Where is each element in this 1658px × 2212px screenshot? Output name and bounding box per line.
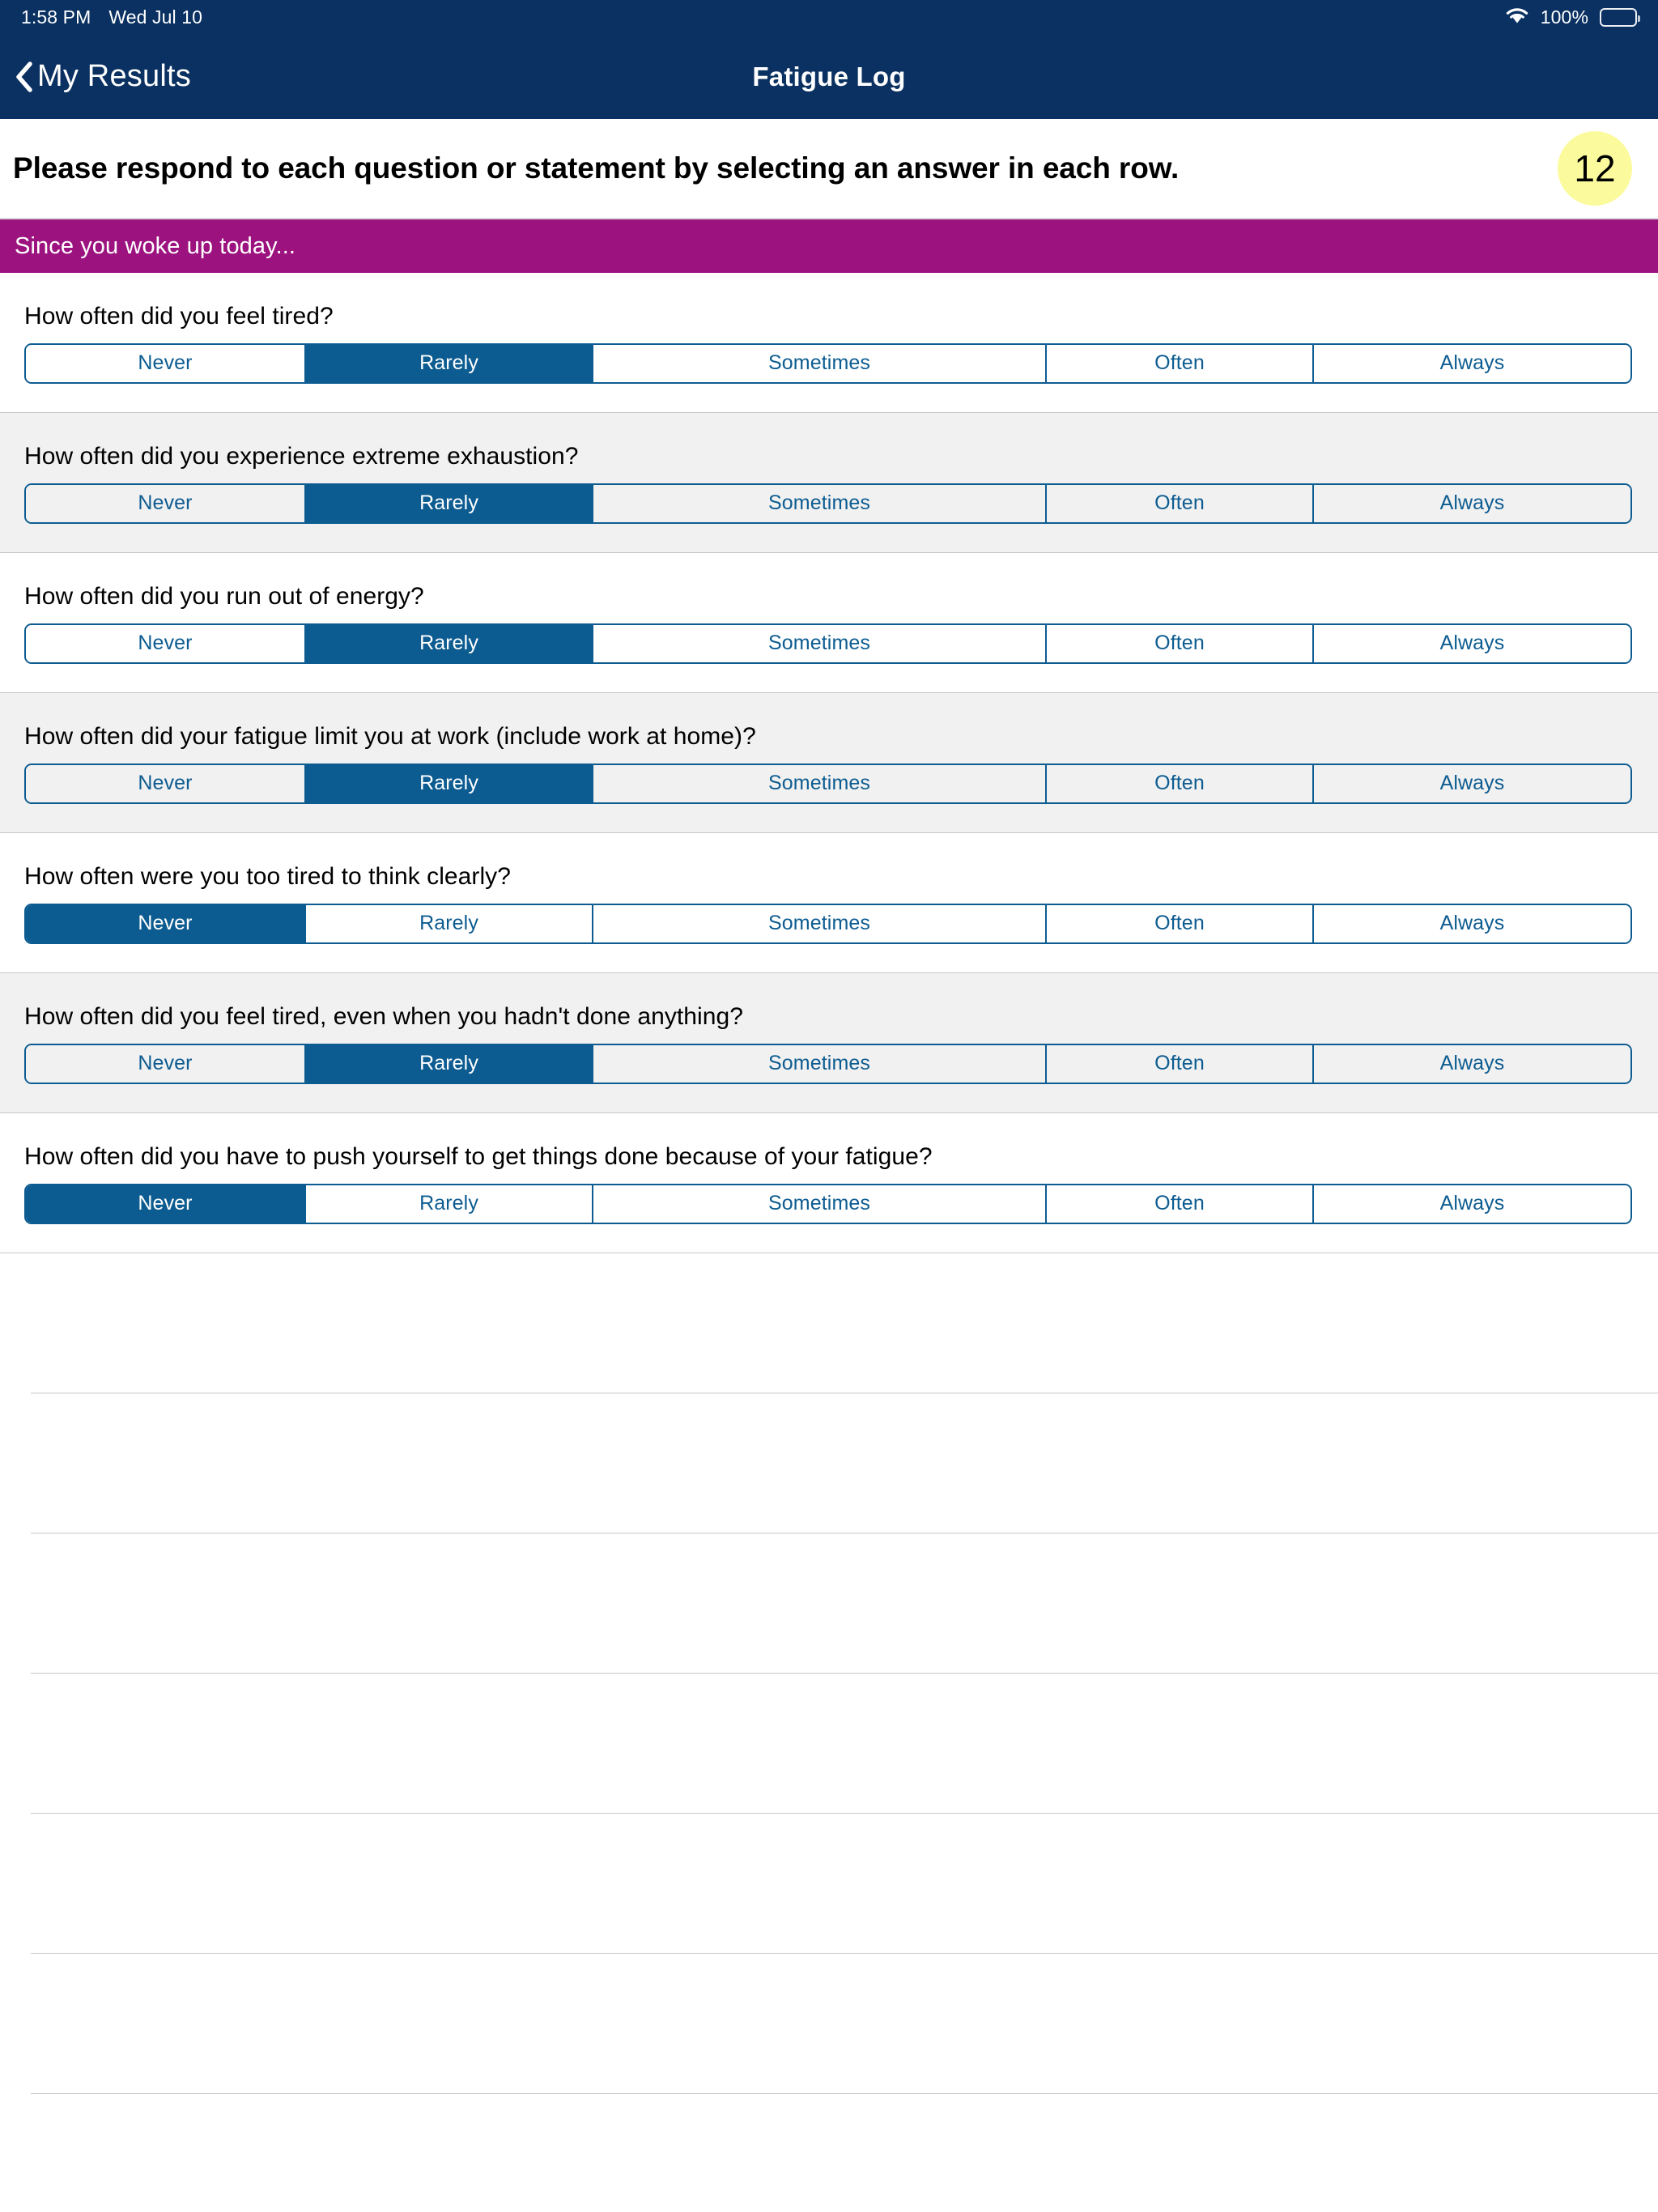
question-list (0, 273, 1658, 2094)
answer-option-rarely[interactable]: Rarely (306, 1045, 593, 1083)
question-text: How often did you feel tired, even when you hadn't done anything? (24, 1002, 743, 1030)
answer-option-sometimes[interactable]: Sometimes (593, 345, 1047, 382)
answer-option-rarely[interactable]: Rarely (306, 485, 593, 522)
answer-option-never[interactable]: Never (26, 1185, 306, 1223)
question-count-badge: 12 (1558, 131, 1632, 206)
answer-option-sometimes[interactable]: Sometimes (593, 485, 1047, 522)
answer-option-rarely[interactable]: Rarely (306, 625, 593, 662)
answer-option-never[interactable]: Never (26, 1045, 306, 1083)
answer-option-always[interactable]: Always (1314, 765, 1630, 802)
answer-segmented-control (24, 343, 1632, 384)
answer-option-always[interactable]: Always (1314, 485, 1630, 522)
answer-segmented-control (24, 904, 1632, 944)
empty-list-row (0, 1534, 1658, 1674)
question-text: How often did you run out of energy? (24, 582, 424, 610)
answer-segmented-control (24, 1184, 1632, 1224)
answer-option-sometimes[interactable]: Sometimes (593, 765, 1047, 802)
question-text: How often did you experience extreme exhaustion? (24, 442, 579, 470)
answer-segmented-control (24, 483, 1632, 524)
answer-option-rarely[interactable]: Rarely (306, 905, 593, 942)
empty-list-row (0, 1393, 1658, 1534)
status-bar-left (21, 6, 202, 28)
answer-option-often[interactable]: Often (1047, 765, 1314, 802)
status-bar (0, 0, 1658, 34)
question-text: How often did you have to push yourself to get things done because of your fatigue? (24, 1142, 933, 1170)
answer-option-always[interactable]: Always (1314, 345, 1630, 382)
answer-option-often[interactable]: Often (1047, 485, 1314, 522)
question-text: How often did your fatigue limit you at work (include work at home)? (24, 722, 756, 750)
answer-segmented-control (24, 623, 1632, 664)
answer-option-sometimes[interactable]: Sometimes (593, 905, 1047, 942)
answer-segmented-control (24, 764, 1632, 804)
empty-list-row (0, 1674, 1658, 1814)
answer-option-always[interactable]: Always (1314, 625, 1630, 662)
answer-option-never[interactable]: Never (26, 625, 306, 662)
wifi-icon (1505, 6, 1529, 29)
instruction-banner (0, 119, 1658, 219)
question-row (0, 1113, 1658, 1253)
instruction-text: Please respond to each question or statement by selecting an answer in each row. (13, 151, 1180, 185)
chevron-left-icon (15, 62, 32, 92)
status-date: Wed Jul 10 (108, 6, 202, 28)
answer-option-sometimes[interactable]: Sometimes (593, 1045, 1047, 1083)
nav-bar (0, 34, 1658, 119)
answer-option-often[interactable]: Often (1047, 1185, 1314, 1223)
answer-option-always[interactable]: Always (1314, 1045, 1630, 1083)
answer-option-sometimes[interactable]: Sometimes (593, 625, 1047, 662)
answer-option-never[interactable]: Never (26, 905, 306, 942)
question-text: How often did you feel tired? (24, 302, 334, 330)
answer-segmented-control (24, 1044, 1632, 1084)
question-row (0, 553, 1658, 693)
answer-option-often[interactable]: Often (1047, 1045, 1314, 1083)
answer-option-often[interactable]: Often (1047, 345, 1314, 382)
status-time: 1:58 PM (21, 6, 91, 28)
battery-icon (1600, 8, 1637, 27)
answer-option-often[interactable]: Often (1047, 905, 1314, 942)
page-title: Fatigue Log (752, 61, 906, 91)
question-row (0, 273, 1658, 413)
section-header-label: Since you woke up today... (15, 232, 296, 259)
answer-option-never[interactable]: Never (26, 485, 306, 522)
question-row (0, 693, 1658, 833)
empty-list-row (0, 1954, 1658, 2094)
empty-list-row (0, 1253, 1658, 1393)
answer-option-sometimes[interactable]: Sometimes (593, 1185, 1047, 1223)
question-text: How often were you too tired to think clearly? (24, 862, 511, 890)
answer-option-rarely[interactable]: Rarely (306, 1185, 593, 1223)
answer-option-never[interactable]: Never (26, 765, 306, 802)
battery-percent-label: 100% (1540, 6, 1588, 28)
answer-option-always[interactable]: Always (1314, 905, 1630, 942)
section-header (0, 219, 1658, 273)
answer-option-rarely[interactable]: Rarely (306, 345, 593, 382)
empty-list-row (0, 1814, 1658, 1954)
answer-option-often[interactable]: Often (1047, 625, 1314, 662)
answer-option-always[interactable]: Always (1314, 1185, 1630, 1223)
answer-option-rarely[interactable]: Rarely (306, 765, 593, 802)
question-row (0, 413, 1658, 553)
answer-option-never[interactable]: Never (26, 345, 306, 382)
question-row (0, 833, 1658, 973)
back-button[interactable] (0, 59, 191, 94)
back-button-label: My Results (37, 59, 191, 93)
status-bar-right (1505, 6, 1637, 29)
question-row (0, 973, 1658, 1113)
